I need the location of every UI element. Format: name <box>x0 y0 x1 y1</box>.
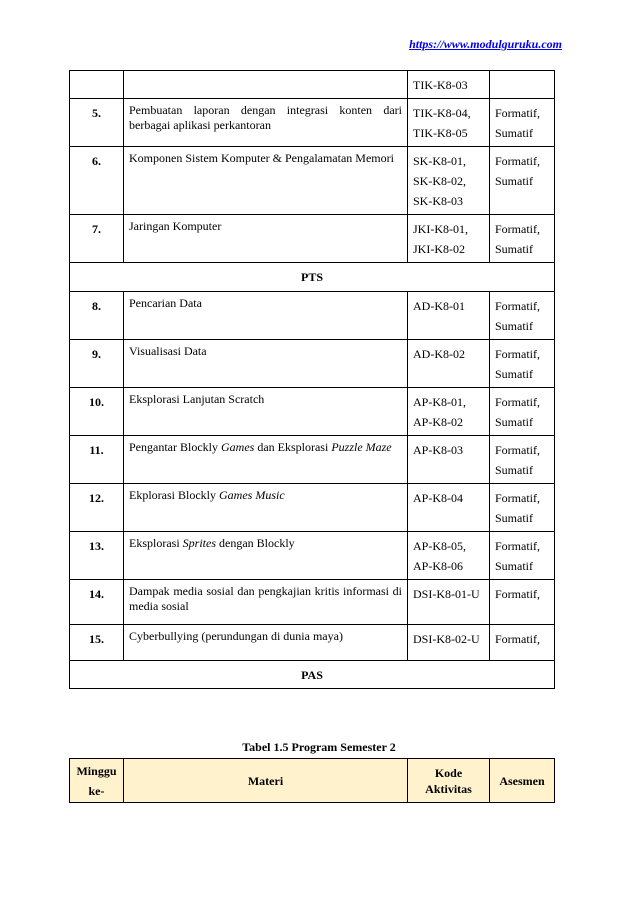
materi-text: Cyberbullying (perundungan di dunia maya) <box>129 629 343 643</box>
asesmen-text: Sumatif <box>495 242 533 256</box>
week-number-cell: 15. <box>70 625 124 661</box>
kode-aktivitas-text: JKI-K8-01, <box>413 222 468 236</box>
header-minggu-line-1: Minggu <box>76 763 117 778</box>
materi-cell <box>124 625 408 661</box>
materi-cell <box>124 580 408 625</box>
header-kode-line-1: Kode <box>434 765 463 780</box>
asesmen-cell <box>490 71 555 99</box>
materi-cell <box>124 340 408 388</box>
table-row <box>70 71 555 99</box>
header-asesmen: Asesmen <box>490 759 555 803</box>
table-row <box>70 580 555 625</box>
asesmen-cell <box>490 484 555 532</box>
week-number-cell: 10. <box>70 388 124 436</box>
asesmen-text: Sumatif <box>495 174 533 188</box>
kode-aktivitas-text: SK-K8-03 <box>413 194 463 208</box>
header-minggu-line-2: ke- <box>88 783 105 798</box>
header-minggu <box>70 759 124 803</box>
week-number-cell: 7. <box>70 215 124 263</box>
week-number-cell: 12. <box>70 484 124 532</box>
asesmen-text: Formatif, <box>495 539 540 553</box>
materi-cell <box>124 532 408 580</box>
asesmen-text: Formatif, <box>495 491 540 505</box>
week-number-cell: 13. <box>70 532 124 580</box>
table-row <box>70 532 555 580</box>
asesmen-cell <box>490 388 555 436</box>
header-kode-line-2: Aktivitas <box>425 781 472 796</box>
asesmen-text: Sumatif <box>495 126 533 140</box>
kode-aktivitas-text: AD-K8-01 <box>413 299 465 313</box>
table-row <box>70 436 555 484</box>
kode-aktivitas-text: AP-K8-05, <box>413 539 466 553</box>
asesmen-cell <box>490 147 555 215</box>
kode-aktivitas-text: TIK-K8-05 <box>413 126 468 140</box>
asesmen-cell <box>490 532 555 580</box>
materi-text: Pencarian Data <box>129 296 202 310</box>
materi-text: Dampak media sosial dan pengkajian kritis informasi di media sosial <box>129 584 402 613</box>
kode-aktivitas-cell <box>408 484 490 532</box>
week-number-cell: 5. <box>70 99 124 147</box>
materi-text: Sprites <box>182 536 217 550</box>
asesmen-text: Formatif, <box>495 587 540 601</box>
materi-text: Ekplorasi Blockly <box>129 488 219 502</box>
asesmen-text: Formatif, <box>495 347 540 361</box>
materi-cell <box>124 147 408 215</box>
section-label: PAS <box>70 661 555 689</box>
asesmen-text: Formatif, <box>495 154 540 168</box>
materi-text: Puzzle Maze <box>331 440 392 454</box>
table-row <box>70 215 555 263</box>
materi-text: Eksplorasi Lanjutan Scratch <box>129 392 265 406</box>
materi-text: dengan Blockly <box>216 536 295 550</box>
materi-text: Pembuatan laporan dengan integrasi konten dari berbagai aplikasi perkantoran <box>129 103 402 132</box>
table-row <box>70 340 555 388</box>
kode-aktivitas-text: AP-K8-06 <box>413 559 463 573</box>
kode-aktivitas-cell <box>408 99 490 147</box>
table-row <box>70 99 555 147</box>
table-section-row <box>70 661 555 689</box>
kode-aktivitas-text: AP-K8-04 <box>413 491 463 505</box>
week-number-cell <box>70 71 124 99</box>
kode-aktivitas-text: TIK-K8-04, <box>413 106 471 120</box>
asesmen-cell <box>490 99 555 147</box>
materi-cell <box>124 388 408 436</box>
kode-aktivitas-cell <box>408 625 490 661</box>
kode-aktivitas-cell <box>408 580 490 625</box>
materi-text: Visualisasi Data <box>129 344 207 358</box>
kode-aktivitas-cell <box>408 340 490 388</box>
asesmen-text: Sumatif <box>495 463 533 477</box>
week-number-cell: 11. <box>70 436 124 484</box>
table-row <box>70 147 555 215</box>
kode-aktivitas-text: AP-K8-02 <box>413 415 463 429</box>
asesmen-text: Sumatif <box>495 511 533 525</box>
kode-aktivitas-text: AD-K8-02 <box>413 347 465 361</box>
materi-text: Games Music <box>219 488 285 502</box>
materi-cell <box>124 71 408 99</box>
week-number-cell: 6. <box>70 147 124 215</box>
table-section-row <box>70 263 555 292</box>
header-url-link[interactable]: https://www.modulguruku.com <box>409 37 562 51</box>
asesmen-text: Formatif, <box>495 632 540 646</box>
materi-text: dan Eksplorasi <box>254 440 332 454</box>
asesmen-text: Formatif, <box>495 443 540 457</box>
week-number-cell: 14. <box>70 580 124 625</box>
asesmen-cell <box>490 436 555 484</box>
asesmen-cell <box>490 625 555 661</box>
table-caption: Tabel 1.5 Program Semester 2 <box>242 740 396 754</box>
kode-aktivitas-cell <box>408 292 490 340</box>
materi-cell <box>124 484 408 532</box>
kode-aktivitas-text: AP-K8-01, <box>413 395 466 409</box>
materi-cell <box>124 436 408 484</box>
table-row <box>70 625 555 661</box>
kode-aktivitas-cell <box>408 388 490 436</box>
asesmen-cell <box>490 292 555 340</box>
kode-aktivitas-cell <box>408 147 490 215</box>
kode-aktivitas-text: SK-K8-02, <box>413 174 466 188</box>
materi-cell <box>124 215 408 263</box>
table-row <box>70 388 555 436</box>
week-number-cell: 9. <box>70 340 124 388</box>
asesmen-text: Sumatif <box>495 415 533 429</box>
materi-text: Jaringan Komputer <box>129 219 222 233</box>
materi-text: Eksplorasi <box>129 536 183 550</box>
asesmen-cell <box>490 215 555 263</box>
kode-aktivitas-cell <box>408 436 490 484</box>
section-label: PTS <box>70 263 555 292</box>
header-materi: Materi <box>124 759 408 803</box>
kode-aktivitas-text: JKI-K8-02 <box>413 242 465 256</box>
kode-aktivitas-cell <box>408 215 490 263</box>
asesmen-text: Formatif, <box>495 299 540 313</box>
semester-program-table <box>69 70 555 689</box>
asesmen-text: Sumatif <box>495 319 533 333</box>
asesmen-text: Formatif, <box>495 106 540 120</box>
asesmen-text: Sumatif <box>495 559 533 573</box>
asesmen-text: Formatif, <box>495 395 540 409</box>
kode-aktivitas-text: TIK-K8-03 <box>413 78 468 92</box>
week-number-cell: 8. <box>70 292 124 340</box>
asesmen-text: Formatif, <box>495 222 540 236</box>
kode-aktivitas-cell <box>408 532 490 580</box>
materi-cell <box>124 292 408 340</box>
materi-text: Komponen Sistem Komputer & Pengalamatan Memori <box>129 151 394 165</box>
header-kode-aktivitas <box>408 759 490 803</box>
materi-text: Games <box>220 440 255 454</box>
table-row <box>70 292 555 340</box>
materi-cell <box>124 99 408 147</box>
asesmen-cell <box>490 340 555 388</box>
kode-aktivitas-text: SK-K8-01, <box>413 154 466 168</box>
asesmen-text: Sumatif <box>495 367 533 381</box>
asesmen-cell <box>490 580 555 625</box>
kode-aktivitas-text: DSI-K8-01-U <box>413 587 480 601</box>
table-row <box>70 484 555 532</box>
semester-2-table <box>69 758 555 803</box>
kode-aktivitas-text: AP-K8-03 <box>413 443 463 457</box>
materi-text: Pengantar Blockly <box>129 440 221 454</box>
kode-aktivitas-text: DSI-K8-02-U <box>413 632 480 646</box>
kode-aktivitas-cell <box>408 71 490 99</box>
